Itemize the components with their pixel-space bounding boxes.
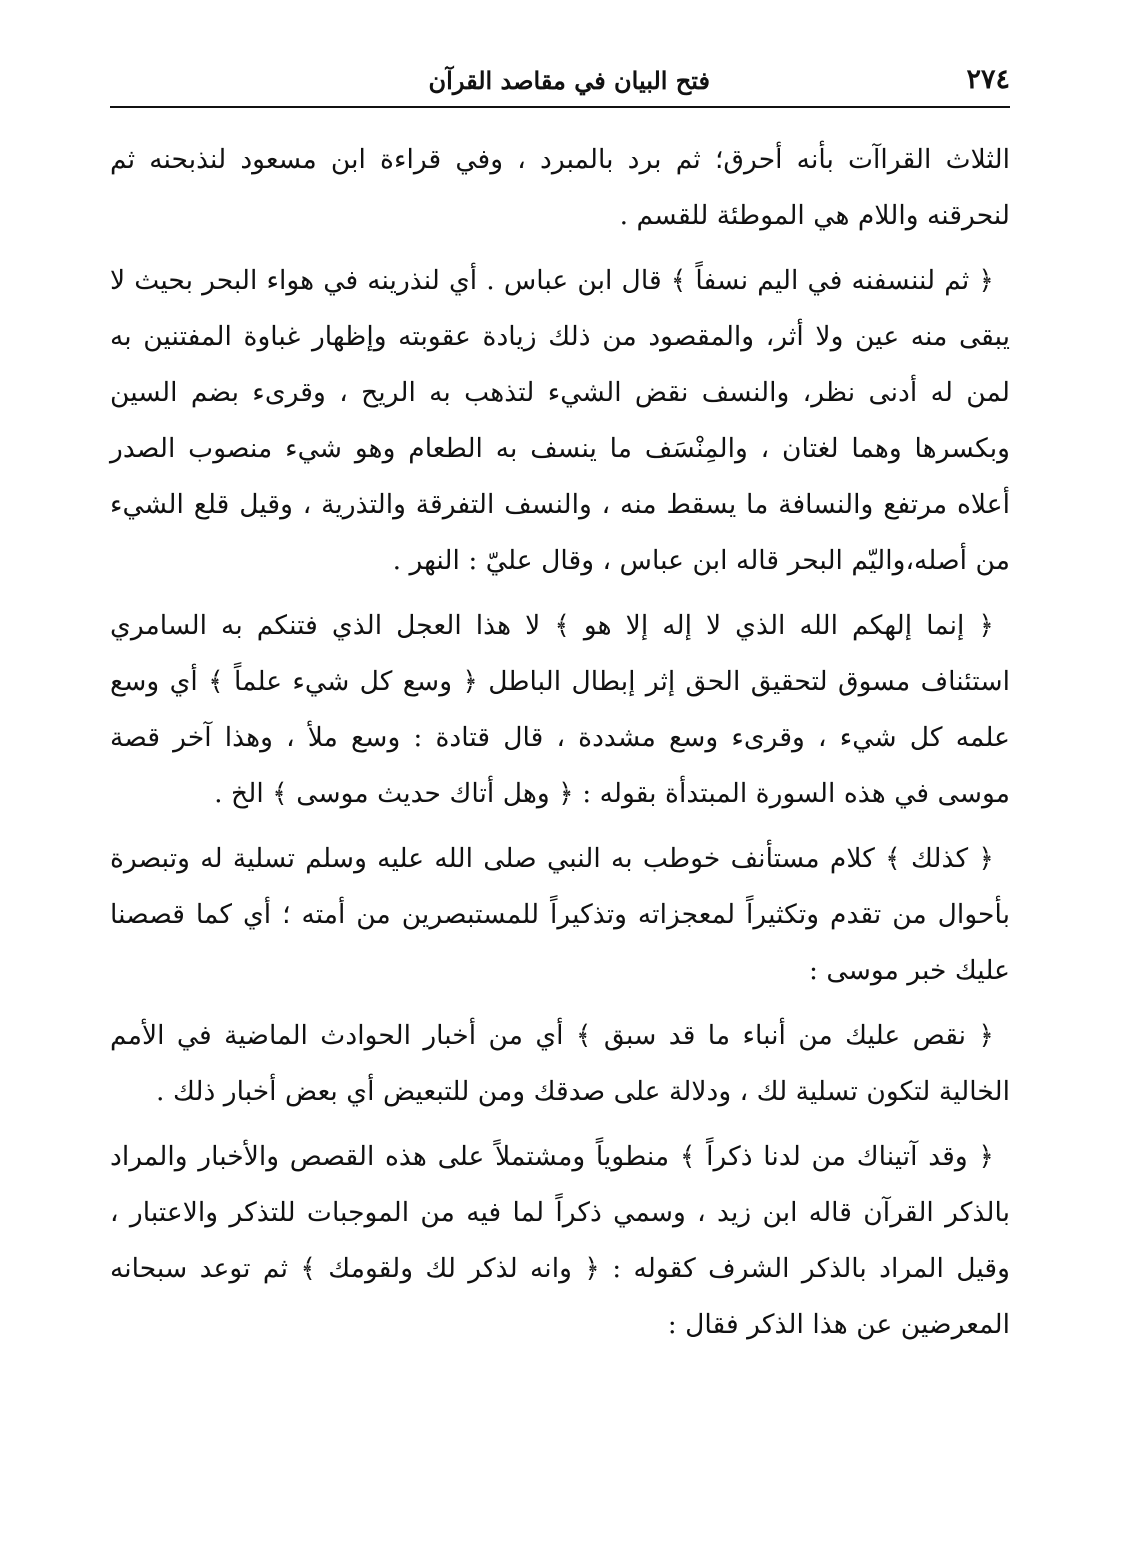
- paragraph: ﴿ ثم لننسفنه في اليم نسفاً ﴾ قال ابن عباس . أي لنذرينه في هواء البحر بحيث لا يبقى منه عين ولا أثر، والمقصود من ذلك زيادة عقوبته وإظهار غباوة المفتنين به لمن له أدنى نظر، والنسف نقض الشيء لتذهب به الريح ، وقرىء بضم السين وبكسرها وهما لغتان ، والمِنْسَف ما ينسف به الطعام وهو شيء منصوب الصدر أعلاه مرتفع والنسافة ما يسقط منه ، والنسف التفرقة والتذرية ، وقيل قلع الشيء من أصله،واليّم البحر قاله ابن عباس ، وقال عليّ : النهر .: [110, 265, 1010, 576]
- page-number: ٢٧٤: [966, 64, 1010, 95]
- paragraph: ﴿ وقد آتيناك من لدنا ذكراً ﴾ منطوياً ومشتملاً على هذه القصص والأخبار والمراد بالذكر القرآن قاله ابن زيد ، وسمي ذكراً لما فيه من الموجبات للتذكر والاعتبار ، وقيل المراد بالذكر الشرف كقوله : ﴿ وانه لذكر لك ولقومك ﴾ ثم توعد سبحانه المعرضين عن هذا الذكر فقال :: [110, 1141, 1010, 1340]
- running-title: فتح البيان في مقاصد القرآن: [428, 66, 710, 95]
- page-header: [110, 60, 1010, 108]
- paragraph: ﴿ نقص عليك من أنباء ما قد سبق ﴾ أي من أخبار الحوادث الماضية في الأمم الخالية لتكون تسلية لك ، ودلالة على صدقك ومن للتبعيض أي بعض أخبار ذلك .: [110, 1020, 1010, 1107]
- book-page: [110, 60, 1010, 1500]
- paragraph: ﴿ إنما إلهكم الله الذي لا إله إلا هو ﴾ لا هذا العجل الذي فتنكم به السامري استئناف مسوق لتحقيق الحق إثر إبطال الباطل ﴿ وسع كل شيء علماً ﴾ أي وسع علمه كل شيء ، وقرىء وسع مشددة ، قال قتادة : وسع ملأ ، وهذا آخر قصة موسى في هذه السورة المبتدأة بقوله : ﴿ وهل أتاك حديث موسى ﴾ الخ .: [110, 610, 1010, 809]
- page-body: [110, 132, 1010, 1353]
- paragraph: الثلاث القراآت بأنه أحرق؛ ثم برد بالمبرد ، وفي قراءة ابن مسعود لنذبحنه ثم لنحرقنه واللام هي الموطئة للقسم .: [110, 144, 1010, 231]
- paragraph: ﴿ كذلك ﴾ كلام مستأنف خوطب به النبي صلى الله عليه وسلم تسلية له وتبصرة بأحوال من تقدم وتكثيراً لمعجزاته وتذكيراً للمستبصرين من أمته ؛ أي كما قصصنا عليك خبر موسى :: [110, 843, 1010, 986]
